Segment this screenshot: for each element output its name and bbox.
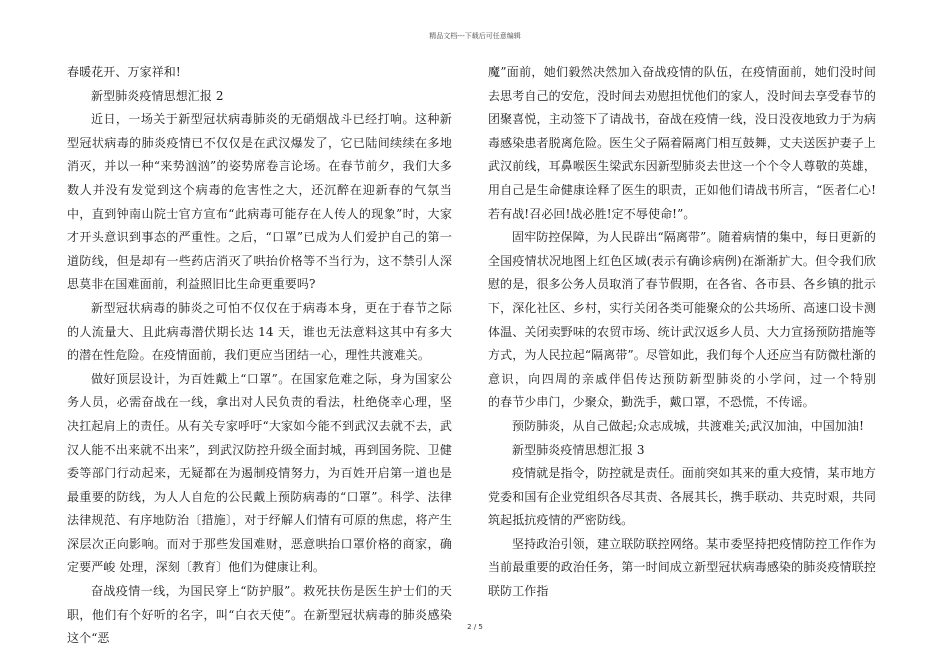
paragraph: 做好顶层设计，为百姓戴上“口罩”。在国家危难之际，身为国家公务人员，必需奋战在一线，拿出对人民负责的看法，杜绝侥幸心理，坚决扛起肩上的责任。从有关专家呼吁“大家如今能不到武汉去就不去，武汉人能不出来就不出来”，到武汉防控升级全面封城，再到国务院、卫健委等部门行动起来，无疑都在为遏制疫情努力，为百姓开启第一道也是最重要的防线，为人人自危的公民戴上预防病毒的“口罩”。科学、法律法律规范、有序地防治〔措施〕，对于纾解人们情有可原的焦虑，将产生深层次正向影响。而对于那些发国难财，恶意哄抬口罩价格的商家，确定要严峻 处理，深刻〔教育〕他们为健康让利。 (67, 371, 452, 575)
paragraph: 疫情就是指令，防控就是责任。面前突如其来的重大疫情，某市地方党委和国有企业党组织各尽其责、各展其长，携手联动、共克时艰，共同筑起抵抗疫情的严密防线。 (488, 466, 876, 528)
page-header: 精品文档---下载后可任意编辑 (429, 32, 521, 40)
left-column (67, 61, 452, 651)
page-number: 2 / 5 (467, 623, 483, 631)
paragraph-continued: 魔”面前，她们毅然决然加入奋战疫情的队伍，在疫情面前，她们没时间去思考自己的安危，没时间去劝慰担忧他们的家人，没时间去享受春节的团聚喜悦，主动签下了请战书，奋战在疫情一线，没日没夜地致力于为病毒感染患者脱离危险。医生父子隔着隔离门相互鼓舞，丈夫送医护妻子上武汉前线，耳鼻喉医生梁武东因新型肺炎去世这一个个令人尊敬的英雄，用自己是生命健康诠释了医生的职责，正如他们请战书所言，“医者仁心!若有战!召必回!战必胜!定不辱使命!”。 (488, 65, 876, 221)
paragraph: 奋战疫情一线，为国民穿上“防护服”。救死扶伤是医生护士们的天职，他们有个好听的名字，叫“白衣天使”。在新型冠状病毒的肺炎感染这个“恶 (67, 584, 452, 646)
paragraph: 新型冠状病毒的肺炎之可怕不仅仅在于病毒本身，更在于春节之际的人流量大、且此病毒潜伏期长达 14 天，谁也无法意料这其中有多大的潜在性危险。在疫情面前，我们更应当团结一心，理性共渡难关。 (67, 300, 452, 363)
paragraph: 坚持政治引领，建立联防联控网络。某市委坚持把疫情防控工作作为当前最重要的政治任务，第一时间成立新型冠状病毒感染的肺炎疫情联控联防工作指 (488, 536, 876, 599)
paragraph: 固牢防控保障，为人民辟出“隔离带”。随着病情的集中，每日更新的全国疫情状况地图上红色区域(表示有确诊病例)在渐渐扩大。但令我们欣慰的是，很多公务人员取消了春节假期，在各省、各市县、各乡镇的批示下，深化社区、乡村，实行关闭各类可能聚众的公共场所、高速口设卡测体温、关闭卖野味的农贸市场、统计武汉返乡人员、大力宣扬预防措施等方式，为人民拉起“隔离带”。尽管如此，我们每个人还应当有防微杜渐的意识，向四周的亲戚伴侣传达预防新型肺炎的小学问，过一个特别 的春节少串门，少聚众，勤洗手，戴口罩，不恐慌，不传谣。 (488, 230, 913, 410)
section-heading-report-2: 新型肺炎疫情思想汇报 2 (91, 88, 224, 103)
right-column (488, 61, 913, 604)
paragraph: 近日，一场关于新型冠状病毒肺炎的无硝烟战斗已经打响。这种新型冠状病毒的肺炎疫情已不仅仅是在武汉爆发了，它已陆间续续在多地消灭，并以一种“来势汹汹”的姿势席卷言论场。在春节前夕，我们大多数人并没有发觉到这个病毒的危害性之大，还沉醉在迎新春的气氛当中，直到钟南山院士官方宣布“此病毒可能存在人传人的现象”时，大家才开头意识到事态的严重性。之后，“口罩”已成为人们爱护自己的第一道防线，但是却有一些药店消灭了哄抬价格等不当行为，这不禁引人深思莫非在国难面前，利益照旧比生命更重要吗? (67, 112, 452, 292)
paragraph-closing-line: 春暖花开、万家祥和! (67, 65, 181, 79)
section-heading-report-3: 新型肺炎疫情思想汇报 3 (512, 442, 645, 457)
paragraph: 预防肺炎，从自己做起;众志成城，共渡难关;武汉加油，中国加油! (512, 418, 865, 433)
